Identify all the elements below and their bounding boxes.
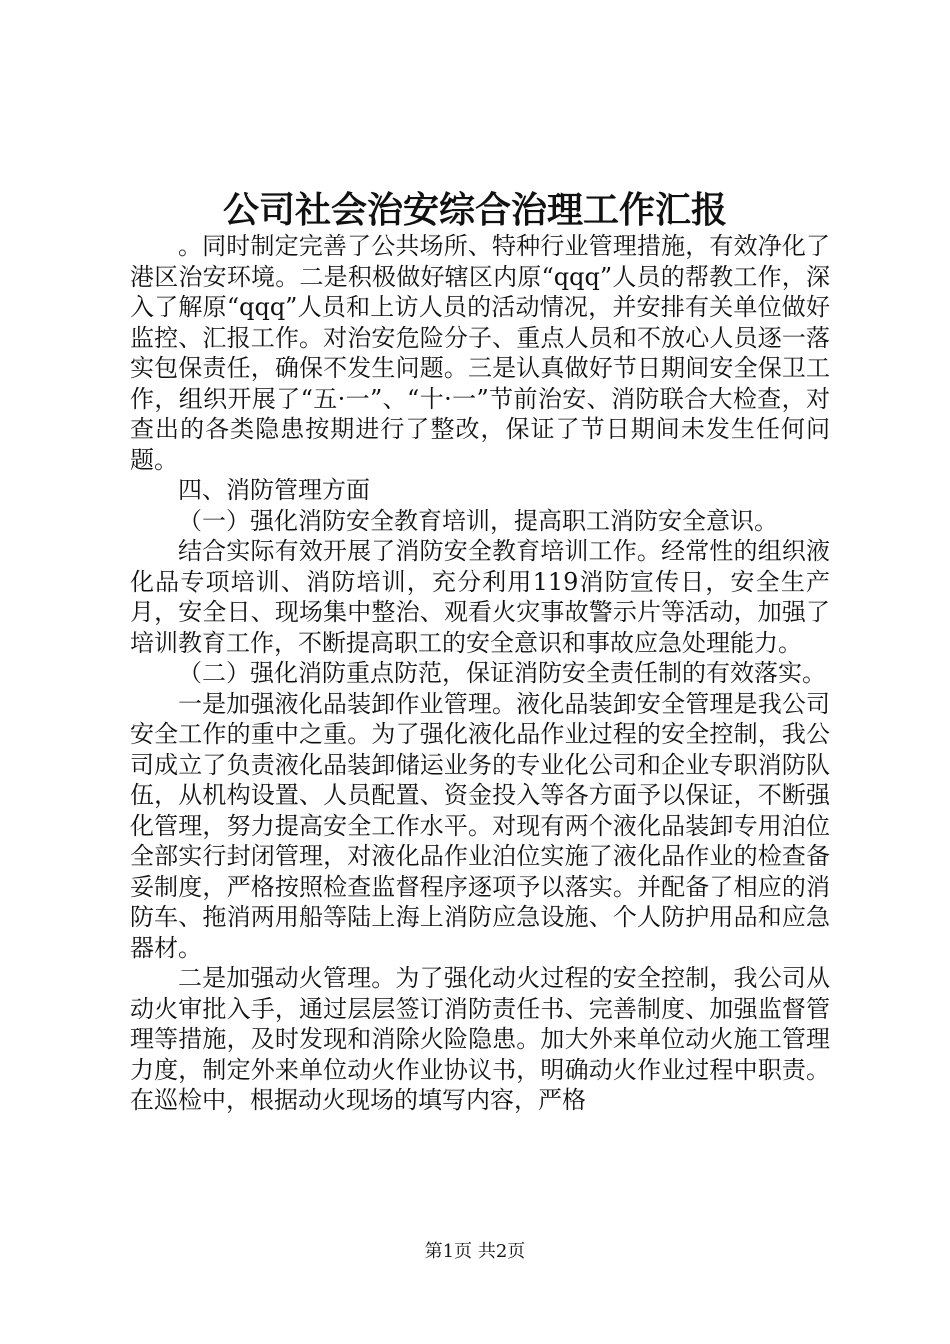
subsection-heading-prevention: （二）强化消防重点防范，保证消防安全责任制的有效落实。 xyxy=(178,659,826,687)
paragraph-public-security: 。同时制定完善了公共场所、特种行业管理措施，有效净化了港区治安环境。二是积极做好辖区内原“qqq”人员的帮教工作，深入了解原“qqq”人员和上访人员的活动情况，并安排有关单位做好监控、汇报工作。对治安危险分子、重点人员和不放心人员逐一落实包保责任，确保不发生问题。三是认真做好节日期间安全保卫工作，组织开展了“五·一”、“十·一”节前治安、消防联合大检查，对查出的各类隐患按期进行了整改，保证了节日期间未发生任何问题。 xyxy=(130,232,830,474)
document-body xyxy=(130,231,830,1116)
paragraph-training: 结合实际有效开展了消防安全教育培训工作。经常性的组织液化品专项培训、消防培训，充分利用119消防宣传日，安全生产月，安全日、现场集中整治、观看火灾事故警示片等活动，加强了培训教育工作，不断提高职工的安全意识和事故应急处理能力。 xyxy=(130,537,830,657)
document-title: 公司社会治安综合治理工作汇报 xyxy=(222,189,727,231)
section-heading-fire-management: 四、消防管理方面 xyxy=(178,476,370,504)
paragraph-liquid-chemicals: 一是加强液化品装卸作业管理。液化品装卸安全管理是我公司安全工作的重中之重。为了强化液化品作业过程的安全控制，我公司成立了负责液化品装卸储运业务的专业化公司和企业专职消防队伍，从机构设置、人员配置、资金投入等各方面予以保证，不断强化管理，努力提高安全工作水平。对现有两个液化品装卸专用泊位全部实行封闭管理，对液化品作业泊位实施了液化品作业的检查备妥制度，严格按照检查监督程序逐项予以落实。并配备了相应的消防车、拖消两用船等陆上海上消防应急设施、个人防护用品和应急器材。 xyxy=(130,689,830,962)
paragraph-hot-work: 二是加强动火管理。为了强化动火过程的安全控制，我公司从动火审批入手，通过层层签订消防责任书、完善制度、加强监督管理等措施，及时发现和消除火险隐患。加大外来单位动火施工管理力度，制定外来单位动火作业协议书，明确动火作业过程中职责。在巡检中，根据动火现场的填写内容，严格 xyxy=(130,964,830,1114)
subsection-heading-training: （一）强化消防安全教育培训，提高职工消防安全意识。 xyxy=(178,506,778,535)
page-footer: 第1页 共2页 xyxy=(424,1241,526,1262)
